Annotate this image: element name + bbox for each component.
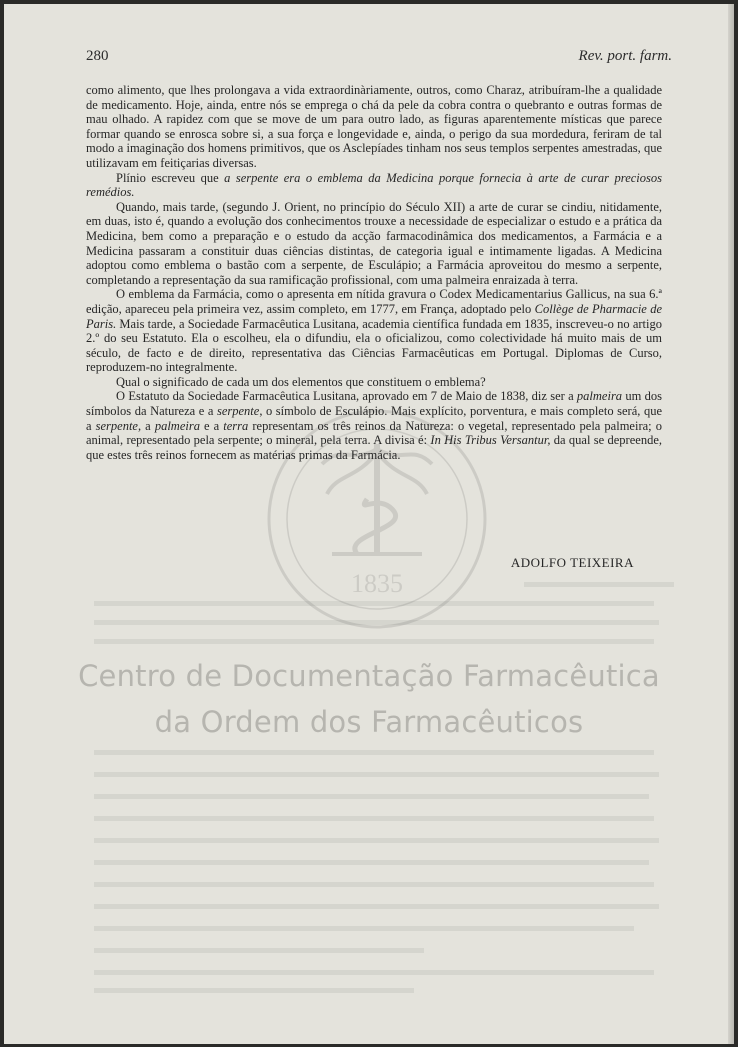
article-body	[86, 83, 662, 462]
bleed-through-line	[94, 772, 659, 777]
watermark-line-2: da Ordem dos Farmacêuticos	[154, 705, 584, 739]
bleed-through-line	[94, 639, 654, 644]
journal-title: Rev. port. farm.	[578, 48, 672, 64]
bleed-through-line	[94, 988, 414, 993]
p6-serpent-2: serpente	[95, 418, 138, 433]
author-signature: ADOLFO TEIXEIRA	[510, 555, 634, 570]
paragraph-2-lead: Plínio escreveu que	[116, 170, 225, 185]
paragraph-2	[86, 171, 662, 200]
paragraph-1: como alimento, que lhes prolongava a vida extraordinàriamente, outros, como Charaz, atribuíram-lhe a qualidade de medicamento. Hoje, ainda, entre nós se emprega o chá da pele da cobra contra o quebranto e outras formas de mau olhado. A rapidez com que se move de um para outro lado, as figuras aparentemente místicas que parece formar quando se enrosca sobre si, a sua força e longevidade e, ainda, o perigo da sua mordedura, feriram de tal modo a imaginação dos homens primitivos, que os Asclepíades tinham nos seus templos serpentes amestradas, que utilizavam em feitiçarias diversas.	[86, 83, 662, 170]
bleed-through-line	[94, 882, 654, 887]
paragraph-4-b: Mais tarde, a Sociedade Farmacêutica Lusitana, academia científica fundada em 1835, inscreveu-o no artigo 2.º do seu Estatuto. Ela o escolheu, ela o difundiu, ela o oficializou, como colectividade há muito mais de um século, de facto e de direito, representativa das Ciências Farmacêuticas em Portugal. Diplomas de Curso, reproduzem-no integralmente.	[86, 316, 662, 375]
bleed-through-line	[94, 926, 634, 931]
bleed-through-line	[94, 838, 659, 843]
paragraph-5: Qual o significado de cada um dos elementos que constituem o emblema?	[116, 374, 486, 389]
bleed-through-line	[524, 582, 674, 587]
page-edge-shadow	[728, 4, 734, 1044]
page-number: 280	[86, 48, 109, 64]
p6-f: representam os três reinos da Natureza: o vegetal, representado pela palmeira; o animal, representado pela serpente; o mineral, pela terra. A divisa é:	[86, 418, 662, 448]
bleed-through-line	[94, 904, 659, 909]
p6-a: O Estatuto da Sociedade Farmacêutica Lusitana, aprovado em 7 de Maio de 1838, diz ser a	[116, 389, 577, 404]
watermark-line-1: Centro de Documentação Farmacêutica	[78, 659, 660, 693]
motto: In His Tribus Versantur,	[430, 433, 551, 448]
bleed-through-line	[94, 794, 649, 799]
paragraph-3: Quando, mais tarde, (segundo J. Orient, no princípio do Século XII) a arte de curar se cindiu, nitidamente, em duas, isto é, quando a evolução dos conhecimentos trouxe a necessidade de especializar o estudo e a prática da Medicina, bem como a preparação e o estudo da acção farmacodinâmica dos medicamentos, a Farmácia e a Medicina passaram a constituir duas ciências distintas, de categoria igual e intimamente ligadas. A Medicina adoptou como emblema o bastão com a serpente, de Esculápio; a Farmácia aproveitou do mesmo a serpente, completando a representação da sua ramificação profissional, com uma palmeira enraizada à terra.	[86, 199, 662, 287]
p6-palm: palmeira	[576, 389, 623, 404]
p6-d: , a	[137, 418, 155, 433]
scanned-page	[4, 4, 734, 1044]
p6-c: , o símbolo de Esculápio. Mais explícito, porventura, e mais completo será, que a	[86, 404, 662, 433]
p6-e: e a	[199, 418, 224, 433]
bleed-through-line	[94, 860, 649, 865]
p6-earth: terra	[223, 418, 249, 433]
bleed-through-line	[94, 948, 424, 953]
bleed-through-line	[94, 970, 654, 975]
bleed-through-line	[94, 816, 654, 821]
p6-serpent: serpente	[216, 404, 260, 419]
pliny-quote: a serpente era o emblema da Medicina porque fornecia à arte de curar preciosos remédios.	[86, 170, 662, 200]
bleed-through-line	[94, 750, 654, 755]
paragraph-6	[86, 389, 662, 462]
paragraph-4	[86, 287, 662, 375]
seal-year: 1835	[351, 569, 403, 598]
running-header	[86, 48, 672, 70]
p6-g: da qual se depreende, que estes três reinos fornecem as matérias primas da Farmácia.	[86, 433, 662, 462]
p6-palm-2: palmeira	[154, 418, 200, 433]
p6-b: um dos símbolos da Natureza e a	[86, 389, 662, 419]
college-name: Collège de Pharmacie de Paris.	[86, 301, 663, 331]
paragraph-4-a: O emblema da Farmácia, como o apresenta em nítida gravura o Codex Medicamentarius Gallicus, na sua 6.ª edição, apareceu pela primeira vez, assim completo, em 1777, em França, adoptado pelo	[86, 287, 662, 316]
